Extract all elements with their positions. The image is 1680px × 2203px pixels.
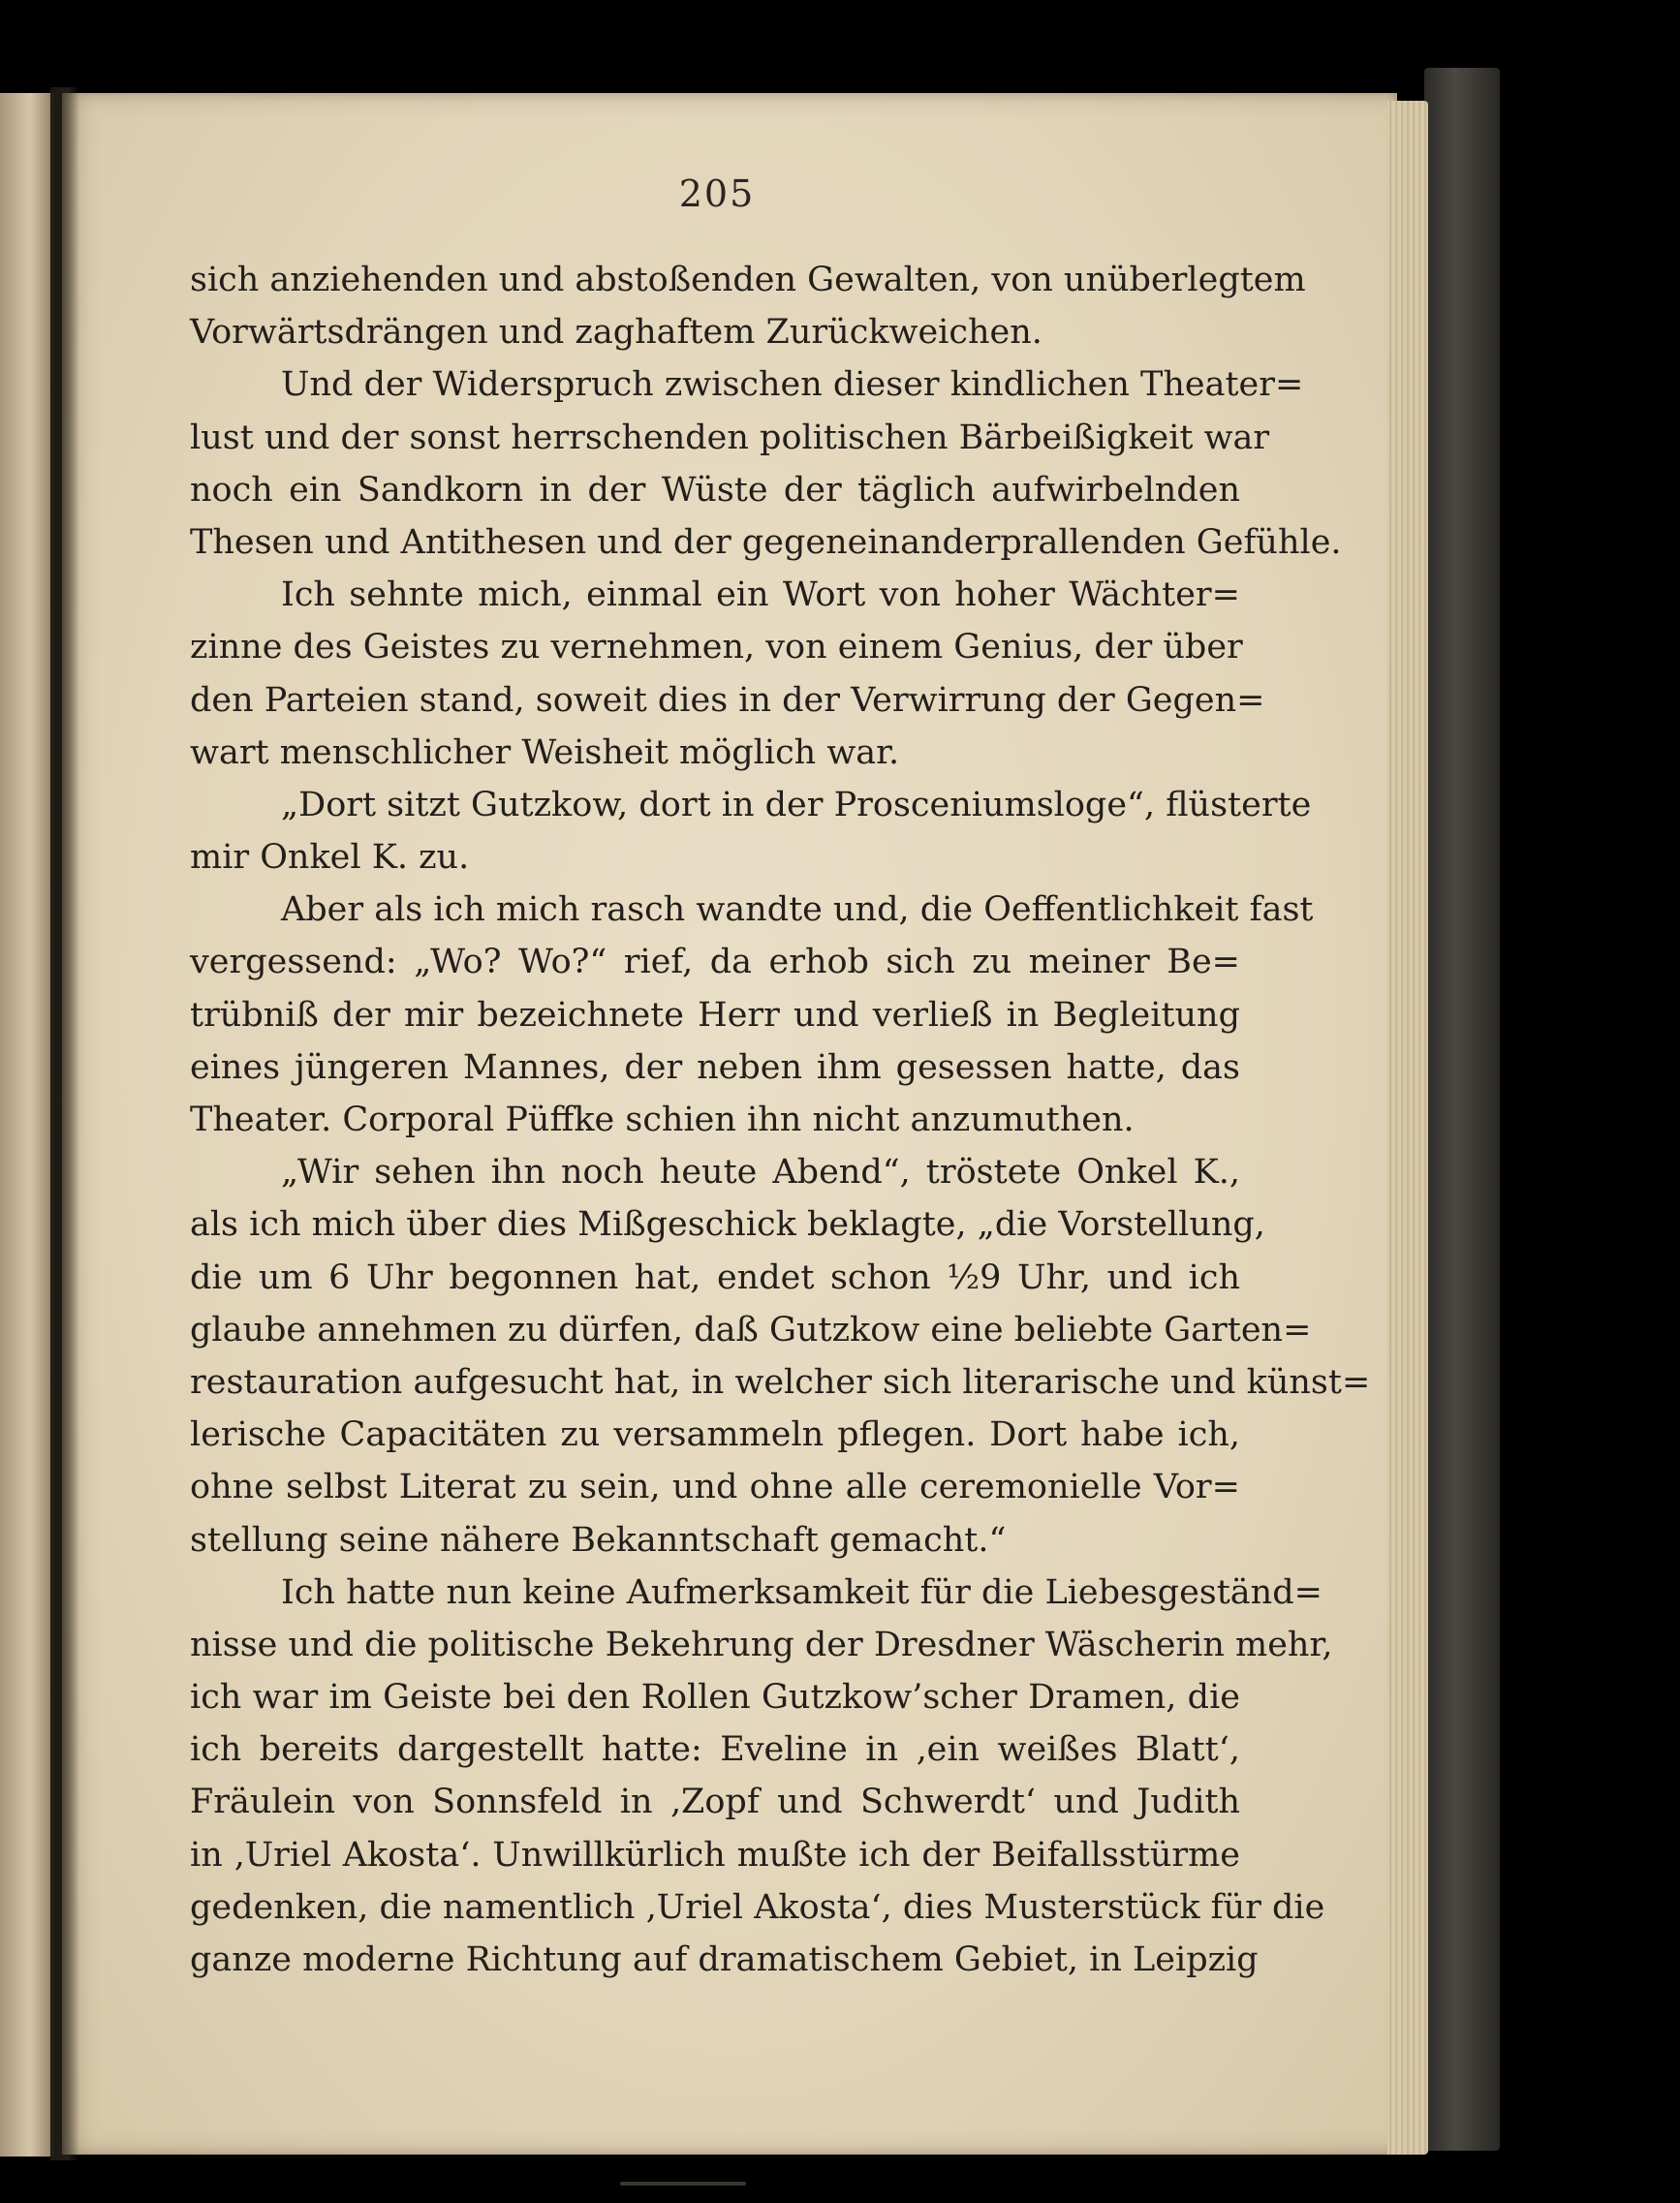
- text-line: zinne des Geistes zu vernehmen, von einem Genius, der über: [190, 628, 1243, 667]
- text-line: den Parteien stand, soweit dies in der Verwirrung der Gegen=: [190, 680, 1265, 720]
- text-line: gedenken, die namentlich ‚Uriel Akosta‘, dies Musterstück für die: [190, 1887, 1325, 1927]
- gutter-shadow: [50, 87, 79, 2160]
- text-line: restauration aufgesucht hat, in welcher sich literarische und künst=: [190, 1362, 1371, 1402]
- text-line: stellung seine nähere Bekanntschaft gemacht.“: [190, 1520, 1007, 1560]
- text-line: nisse und die politische Bekehrung der Dresdner Wäscherin mehr,: [190, 1625, 1333, 1664]
- text-line: „Wir sehen ihn noch heute Abend“, tröstete Onkel K.,: [281, 1153, 1240, 1193]
- text-line: lerische Capacitäten zu versammeln pflegen. Dort habe ich,: [190, 1415, 1240, 1455]
- text-line: ohne selbst Literat zu sein, und ohne alle ceremonielle Vor=: [190, 1468, 1240, 1507]
- text-line: Theater. Corporal Püffke schien ihn nicht anzumuthen.: [190, 1101, 1135, 1139]
- text-line: Ich sehnte mich, einmal ein Wort von hoher Wächter=: [281, 575, 1240, 615]
- text-line: Und der Widerspruch zwischen dieser kindlichen Theater=: [281, 365, 1304, 405]
- text-line: trübniß der mir bezeichnete Herr und verließ in Begleitung: [190, 995, 1240, 1035]
- text-line: ganze moderne Richtung auf dramatischem Gebiet, in Leipzig: [190, 1940, 1259, 1979]
- book-cover-edge: [1424, 68, 1500, 2151]
- text-line: in ‚Uriel Akosta‘. Unwillkürlich mußte ich der Beifallsstürme: [190, 1835, 1240, 1875]
- text-line: glaube annehmen zu dürfen, daß Gutzkow eine beliebte Garten=: [190, 1310, 1312, 1350]
- previous-page-sliver: [0, 93, 54, 2156]
- body-text: [190, 254, 1371, 1986]
- text-line: wart menschlicher Weisheit möglich war.: [190, 732, 900, 772]
- text-line: Fräulein von Sonnsfeld in ‚Zopf und Schwerdt‘ und Judith: [190, 1783, 1240, 1822]
- text-line: eines jüngeren Mannes, der neben ihm gesessen hatte, das: [190, 1047, 1240, 1087]
- text-line: als ich mich über dies Mißgeschick beklagte, „die Vorstellung,: [190, 1205, 1265, 1245]
- page-number: 205: [678, 172, 756, 215]
- text-line: noch ein Sandkorn in der Wüste der täglich aufwirbelnden: [190, 470, 1240, 510]
- page-edges: [1387, 101, 1428, 2155]
- text-line: die um 6 Uhr begonnen hat, endet schon ½9 Uhr, und ich: [190, 1257, 1240, 1297]
- text-line: „Dort sitzt Gutzkow, dort in der Prosceniumsloge“, flüsterte: [281, 785, 1312, 824]
- text-line: Aber als ich mich rasch wandte und, die Oeffentlichkeit fast: [281, 890, 1314, 930]
- text-line: mir Onkel K. zu.: [190, 838, 470, 878]
- text-line: vergessend: „Wo? Wo?“ rief, da erhob sich zu meiner Be=: [190, 943, 1240, 982]
- text-line: ich bereits dargestellt hatte: Eveline in ‚ein weißes Blatt‘,: [190, 1730, 1240, 1770]
- bottom-mark: [620, 2182, 746, 2186]
- text-line: ich war im Geiste bei den Rollen Gutzkow’scher Dramen, die: [190, 1678, 1240, 1718]
- text-line: Vorwärtsdrängen und zaghaftem Zurückweichen.: [190, 313, 1042, 353]
- text-line: Ich hatte nun keine Aufmerksamkeit für die Liebesgeständ=: [281, 1572, 1322, 1612]
- text-line: lust und der sonst herrschenden politischen Bärbeißigkeit war: [190, 418, 1270, 457]
- text-line: Thesen und Antithesen und der gegeneinanderprallenden Gefühle.: [190, 522, 1342, 562]
- text-line: sich anziehenden und abstoßenden Gewalten, von unüberlegtem: [190, 261, 1306, 299]
